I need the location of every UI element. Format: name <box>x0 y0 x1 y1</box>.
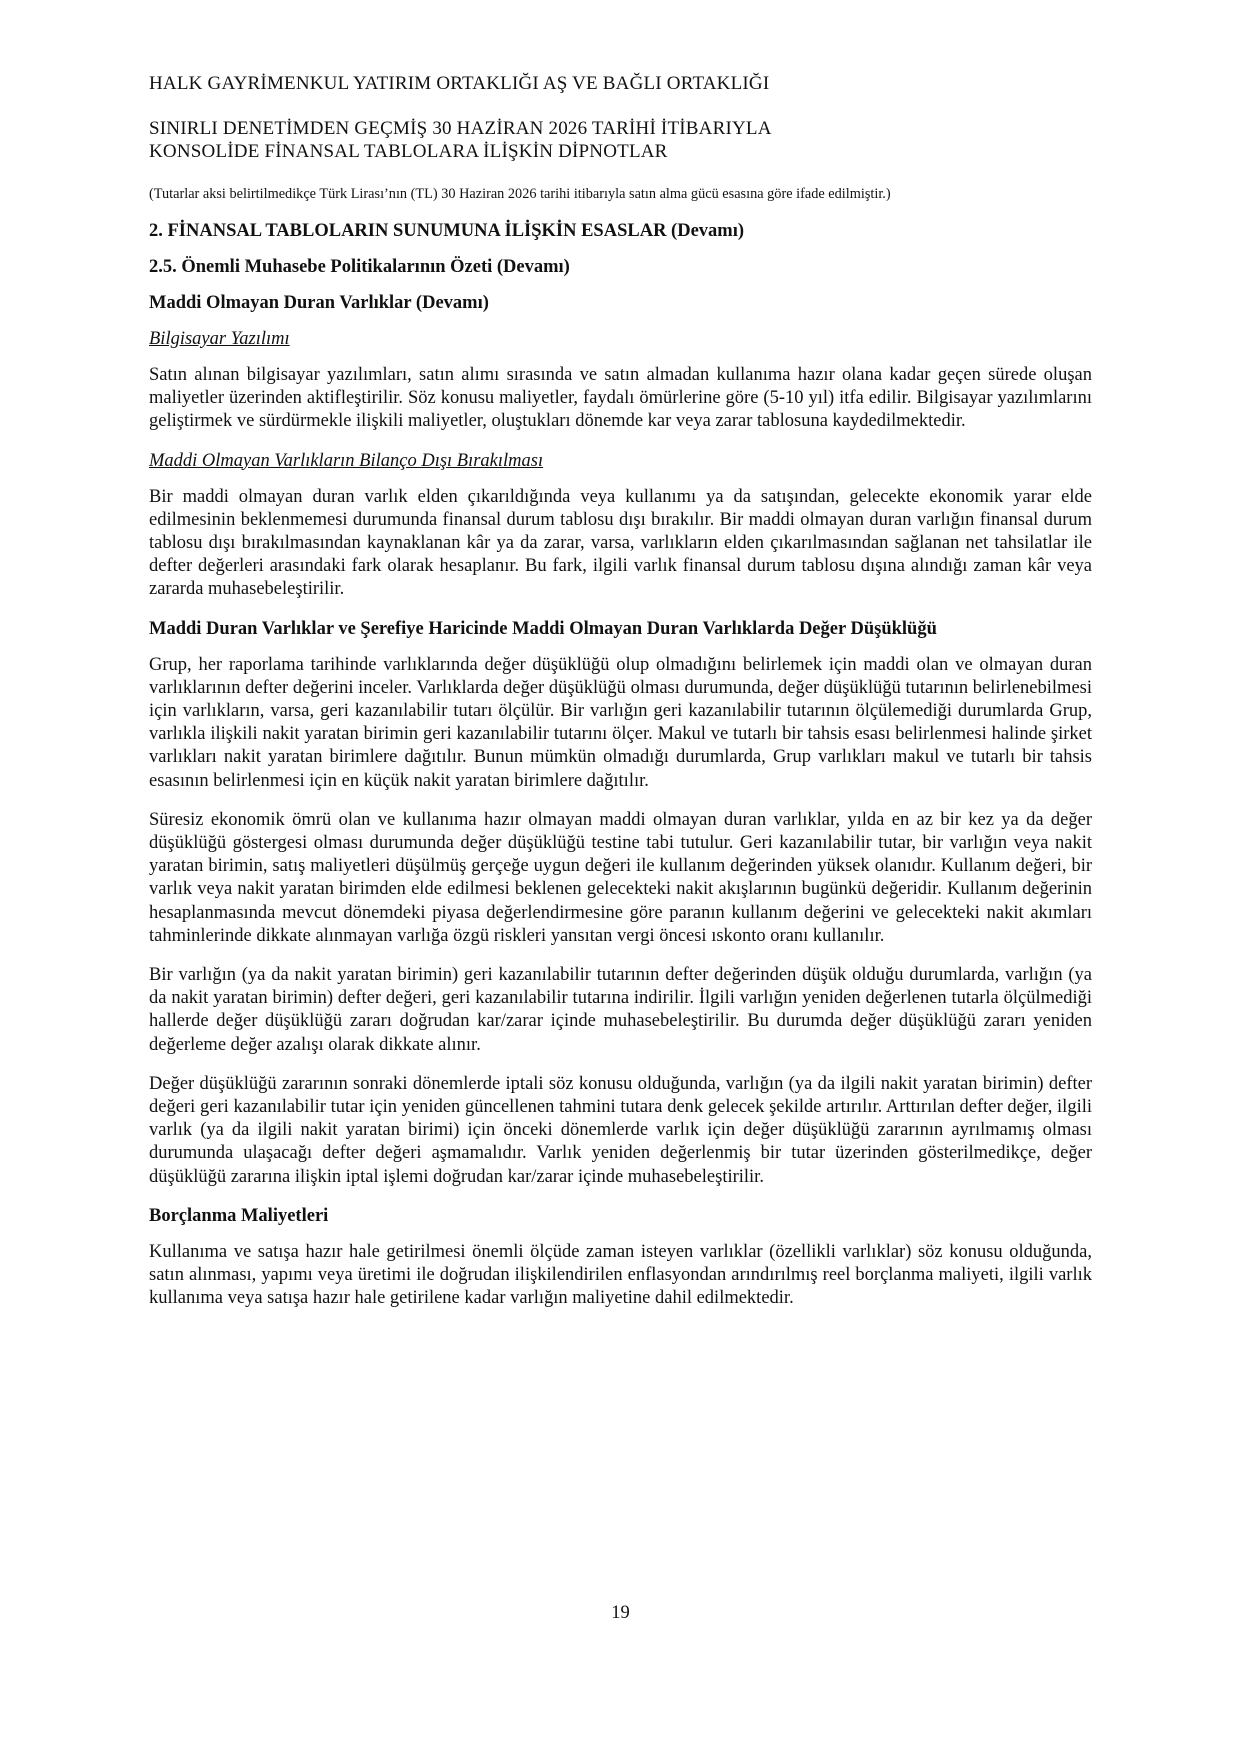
report-subtitle <box>149 117 1092 163</box>
software-paragraph: Satın alınan bilgisayar yazılımları, satın alımı sırasında ve satın almadan kullanıma hazır olana kadar geçen sürede oluşan maliyetler üzerinden aktifleştirilir. Söz konusu maliyetler, faydalı ömürlerine göre (5-10 yıl) itfa edilir. Bilgisayar yazılımlarını geliştirmek ve sürdürmekle ilişkili maliyetler, oluştukları dönemde kar veya zarar tablosuna kaydedilmektedir. <box>149 365 1092 432</box>
section-heading: 2. FİNANSAL TABLOLARIN SUNUMUNA İLİŞKİN ESASLAR (Devamı) <box>149 221 744 241</box>
borrowing-heading: Borçlanma Maliyetleri <box>149 1205 329 1226</box>
impairment-paragraph-2: Süresiz ekonomik ömrü olan ve kullanıma hazır olmayan maddi olmayan duran varlıklar, yılda en az bir kez ya da değer düşüklüğü göstergesi olması durumunda değer düşüklüğü testine tabi tutulur. Geri kazanılabilir tutar, bir varlığın veya nakit yaratan birimin, satış maliyetleri düşülmüş gerçeğe uygun değeri ile kullanım değerinden yüksek olanıdır. Kullanım değeri, bir varlık veya nakit yaratan birimden elde edilmesi beklenen gelecekteki nakit akışlarının bugünkü değeridir. Kullanım değerinin hesaplanmasında mevcut dönemdeki piyasa değerlendirmesine göre paranın kullanım değerini ve gelecekteki nakit akımları tahminlerinde dikkate alınmayan varlığa özgü riskleri yansıtan vergi öncesi ıskonto oranı kullanılır. <box>149 809 1092 946</box>
report-subtitle-line1: SINIRLI DENETİMDEN GEÇMİŞ 30 HAZİRAN 2026 TARİHİ İTİBARIYLA <box>149 118 772 139</box>
topic-heading: Maddi Olmayan Duran Varlıklar (Devamı) <box>149 293 489 313</box>
software-title: Bilgisayar Yazılımı <box>149 329 290 349</box>
impairment-paragraph-4: Değer düşüklüğü zararının sonraki dönemlerde iptali söz konusu olduğunda, varlığın (ya da ilgili nakit yaratan birimin) defter değeri geri kazanılabilir tutar için yeniden güncellenen tahmini tutara denk gelecek şekilde artırılır. Arttırılan defter değer, ilgili varlık (ya da ilgili nakit yaratan birimi) için önceki dönemlerde varlık için değer düşüklüğü zararının ayrılmamış olması durumunda ulaşacağı defter değeri aşmamalıdır. Varlık yeniden değerlenmiş bir tutar üzerinden gösterilmedikçe, değer düşüklüğü zararına ilişkin iptal işlemi doğrudan kar/zarar içinde muhasebeleştirilir. <box>149 1073 1092 1187</box>
borrowing-paragraph: Kullanıma ve satışa hazır hale getirilmesi önemli ölçüde zaman isteyen varlıklar (özellikli varlıklar) söz konusu olduğunda, satın alınması, yapımı veya üretimi ile doğrudan ilişkilendirilen enflasyondan arındırılmış reel borçlanma maliyeti, ilgili varlık kullanıma veya satışa hazır hale getirilene kadar varlığın maliyetine dahil edilmektedir. <box>149 1241 1092 1309</box>
derecognition-paragraph: Bir maddi olmayan duran varlık elden çıkarıldığında veya kullanımı ya da satışından, gelecekte ekonomik yarar elde edilmesinin beklenmemesi durumunda finansal durum tablosu dışı bırakılır. Bir maddi olmayan duran varlığın finansal durum tablosu dışı bırakılmasından kaynaklanan kâr ya da zarar, varsa, varlıkların elden çıkarılmasından sağlanan net tahsilatlar ile defter değerleri arasındaki fark olarak hesaplanır. Bu fark, ilgili varlık finansal durum tablosu dışına alındığı zaman kâr veya zararda muhasebeleştirilir. <box>149 486 1092 600</box>
section-subheading: 2.5. Önemli Muhasebe Politikalarının Özeti (Devamı) <box>149 257 570 277</box>
page-content <box>149 72 1092 1327</box>
derecognition-title: Maddi Olmayan Varlıkların Bilanço Dışı Bırakılması <box>149 450 544 471</box>
currency-note: (Tutarlar aksi belirtilmedikçe Türk Lirası’nın (TL) 30 Haziran 2026 tarihi itibarıyla satın alma gücü esasına göre ifade edilmiştir.) <box>149 186 891 202</box>
company-name: HALK GAYRİMENKUL YATIRIM ORTAKLIĞI AŞ VE BAĞLI ORTAKLIĞI <box>149 73 770 94</box>
report-subtitle-line2: KONSOLİDE FİNANSAL TABLOLARA İLİŞKİN DİPNOTLAR <box>149 141 668 162</box>
impairment-paragraph-1: Grup, her raporlama tarihinde varlıklarında değer düşüklüğü olup olmadığını belirlemek için maddi olan ve olmayan duran varlıklarının defter değerini inceler. Varlıklarda değer düşüklüğü olması durumunda, değer düşüklüğü tutarının belirlenebilmesi için varlıkların, varsa, geri kazanılabilir tutarı ölçülür. Bir varlığın geri kazanılabilir tutarının ölçülemediği durumlarda Grup, varlıkla ilişkili nakit yaratan birimin geri kazanılabilir tutarını ölçer. Makul ve tutarlı bir tahsis esası belirlenmesi halinde şirket varlıkları nakit yaratan birimlere dağıtılır. Bunun mümkün olmadığı durumlarda, Grup varlıkları makul ve tutarlı bir tahsis esasının belirlenmesi için en küçük nakit yaratan birimlere dağıtılır. <box>149 654 1092 791</box>
impairment-heading: Maddi Duran Varlıklar ve Şerefiye Haricinde Maddi Olmayan Duran Varlıklarda Değer Düşüklüğü <box>149 618 937 639</box>
page-number: 19 <box>611 1603 630 1623</box>
impairment-paragraph-3: Bir varlığın (ya da nakit yaratan birimin) geri kazanılabilir tutarının defter değerinden düşük olduğu durumlarda, varlığın (ya da nakit yaratan birimin) defter değeri, geri kazanılabilir tutarına indirilir. İlgili varlığın yeniden değerlenen tutarla ölçülmediği hallerde değer düşüklüğü zararı doğrudan kar/zarar içinde muhasebeleştirilir. Bu durumda değer düşüklüğü zararı yeniden değerleme değer azalışı olarak dikkate alınır. <box>149 965 1092 1055</box>
